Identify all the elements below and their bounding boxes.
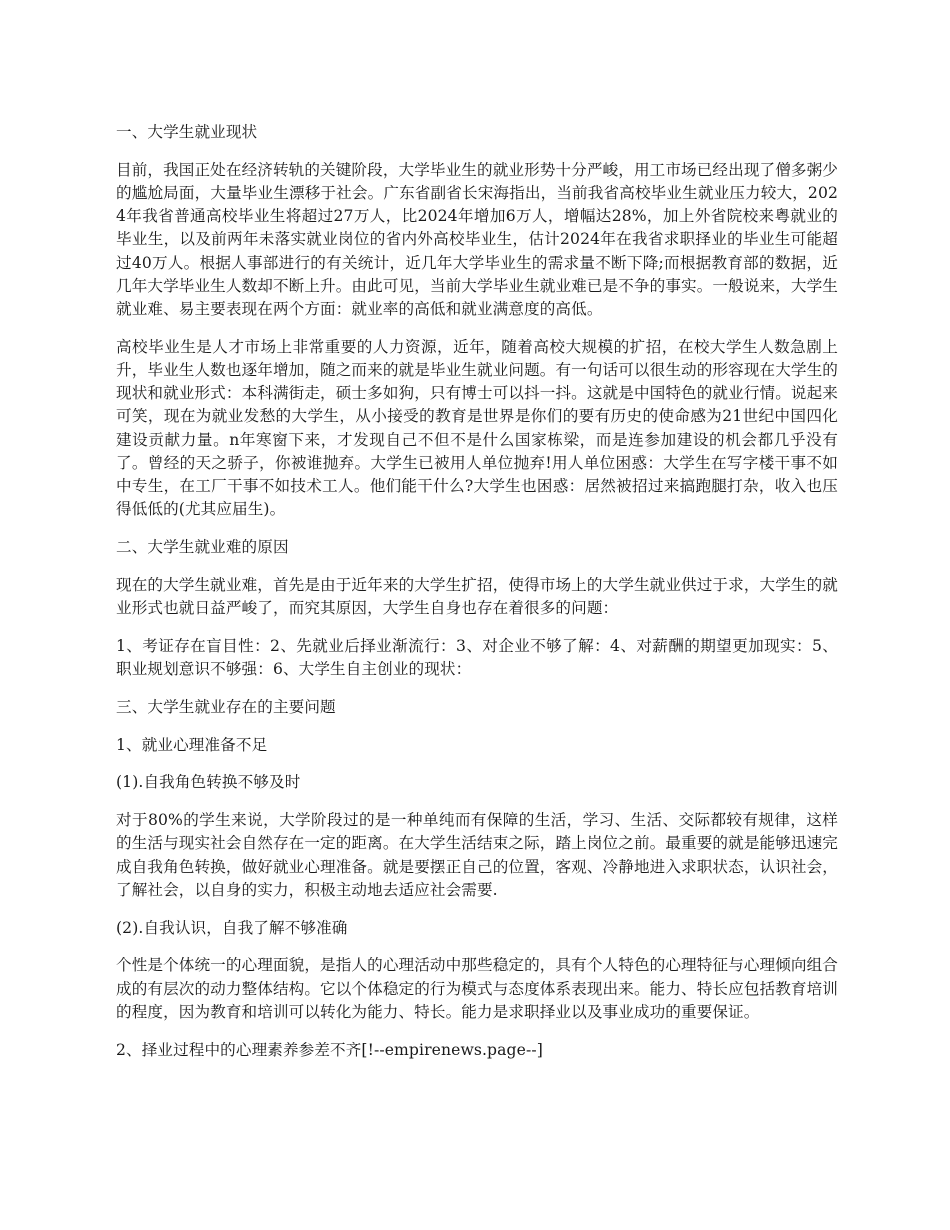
section-heading-employment-status: 一、大学生就业现状 bbox=[116, 123, 258, 141]
paragraph-personality: 个性是个体统一的心理面貌，是指人的心理活动中那些稳定的，具有个人特色的心理特征与心理倾向组合成的有层次的动力整体结构。它以个体稳定的行为模式与态度体系表现出来。能力、特长应包括教育培训的程度，因为教育和培训可以转化为能力、特长。能力是求职择业以及事业成功的重要保证。 bbox=[116, 956, 838, 1021]
subheading-psychological-preparation: 1、就业心理准备不足 bbox=[116, 735, 268, 754]
paragraph-causes-list: 1、考证存在盲目性：2、先就业后择业渐流行：3、对企业不够了解：4、对薪酬的期望更加现实：5、职业规划意识不够强：6、大学生自主创业的现状： bbox=[116, 636, 838, 679]
paragraph-graduate-resources: 高校毕业生是人才市场上非常重要的人力资源，近年，随着高校大规模的扩招，在校大学生人数急剧上升，毕业生人数也逐年增加，随之而来的就是毕业生就业问题。有一句话可以很生动的形容现在大学生的现状和就业形式：本科满街走，硕士多如狗，只有博士可以抖一抖。这就是中国特色的就业行情。说起来可笑，现在为就业发愁的大学生，从小接受的教育是世界是你们的要有历史的使命感为21世纪中国四化建设贡献力量。n年寒窗下来，才发现自己不但不是什么国家栋梁，而是连参加建设的机会都几乎没有了。曾经的天之骄子，你被谁抛弃。大学生已被用人单位抛弃!用人单位困惑：大学生在写字楼干事不如中专生，在工厂干事不如技术工人。他们能干什么?大学生也困惑：居然被招过来搞跑腿打杂，收入也压得低低的(尤其应届生)。 bbox=[116, 337, 838, 519]
section-heading-causes: 二、大学生就业难的原因 bbox=[116, 538, 289, 557]
document-body bbox=[116, 121, 838, 1076]
subheading-psychological-quality: 2、择业过程中的心理素养参差不齐[!--empirenews.page--] bbox=[116, 1040, 543, 1059]
paragraph-employment-situation: 目前，我国正处在经济转轨的关键阶段，大学毕业生的就业形势十分严峻，用工市场已经出现了僧多粥少的尴尬局面，大量毕业生漂移于社会。广东省副省长宋海指出，当前我省高校毕业生就业压力较大，2024年我省普通高校毕业生将超过27万人，比2024年增加6万人，增幅达28%，加上外省院校来粤就业的毕业生，以及前两年未落实就业岗位的省内外高校毕业生，估计2024年在我省求职择业的毕业生可能超过40万人。根据人事部进行的有关统计，近几年大学毕业生的需求量不断下降;而根据教育部的数据，近几年大学毕业生人数却不断上升。由此可见，当前大学毕业生就业难已是不争的事实。一般说来，大学生就业难、易主要表现在两个方面：就业率的高低和就业满意度的高低。 bbox=[116, 160, 838, 319]
paragraph-role-transition: 对于80%的学生来说，大学阶段过的是一种单纯而有保障的生活，学习、生活、交际都较有规律，这样的生活与现实社会自然存在一定的距离。在大学生活结束之际，踏上岗位之前。最重要的就是能够迅速完成自我角色转换，做好就业心理准备。就是要摆正自己的位置，客观、冷静地进入求职状态，认识社会，了解社会，以自身的实力，积极主动地去适应社会需要. bbox=[116, 811, 838, 899]
section-heading-main-problems: 三、大学生就业存在的主要问题 bbox=[116, 697, 336, 716]
paragraph-causes-intro: 现在的大学生就业难，首先是由于近年来的大学生扩招，使得市场上的大学生就业供过于求，大学生的就业形式也就日益严峻了，而究其原因，大学生自身也存在着很多的问题： bbox=[116, 575, 838, 618]
subheading-self-awareness: (2).自我认识，自我了解不够准确 bbox=[116, 918, 348, 937]
subheading-role-transition: (1).自我角色转换不够及时 bbox=[116, 773, 301, 792]
